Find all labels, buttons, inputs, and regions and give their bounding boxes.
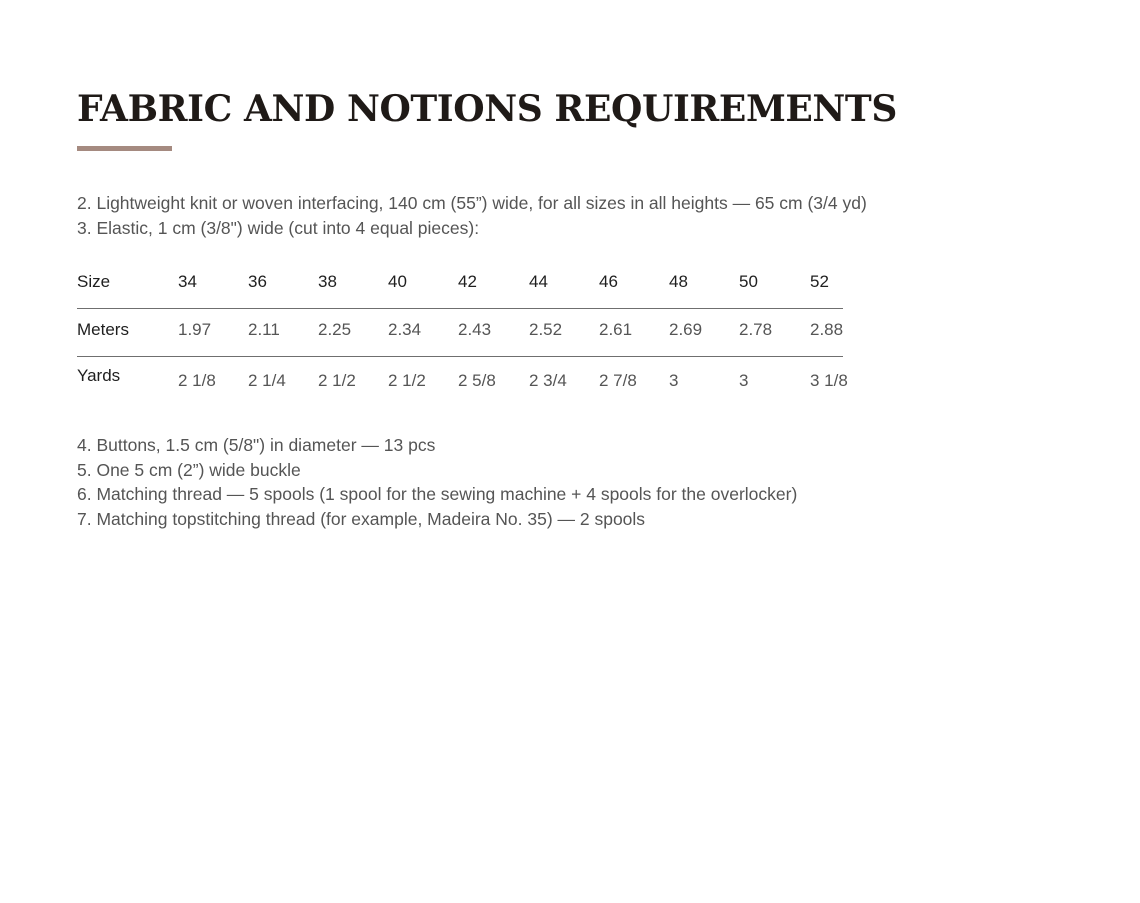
table-cell-meters: 2.78 <box>739 320 773 339</box>
table-cell-yards: 2 3/4 <box>529 371 567 390</box>
table-cell-meters: 2.43 <box>458 320 492 339</box>
table-row-label-yards: Yards <box>77 366 121 385</box>
list-item-thread: 6. Matching thread — 5 spools (1 spool for the sewing machine + 4 spools for the overlocker) <box>77 484 798 504</box>
table-cell-size: 50 <box>739 272 758 291</box>
table-cell-yards: 2 7/8 <box>599 371 637 390</box>
title-accent-rule <box>77 146 172 151</box>
table-cell-yards: 2 1/2 <box>388 371 426 390</box>
elastic-size-table <box>77 262 848 406</box>
table-cell-yards: 2 1/4 <box>248 371 286 390</box>
list-item-interfacing: 2. Lightweight knit or woven interfacing, 140 cm (55”) wide, for all sizes in all heights — 65 cm (3/4 yd) <box>77 193 867 213</box>
page-title: FABRIC AND NOTIONS REQUIREMENTS <box>77 88 897 130</box>
table-cell-yards: 3 <box>739 371 749 390</box>
table-cell-size: 44 <box>529 272 548 291</box>
intro-list <box>77 191 867 240</box>
table-cell-size: 34 <box>178 272 197 291</box>
table-cell-size: 46 <box>599 272 618 291</box>
table-cell-size: 40 <box>388 272 407 291</box>
table-cell-size: 52 <box>810 272 829 291</box>
table-cell-yards: 2 1/8 <box>178 371 216 390</box>
table-cell-meters: 2.34 <box>388 320 422 339</box>
table-cell-yards: 2 1/2 <box>318 371 356 390</box>
table-cell-size: 48 <box>669 272 688 291</box>
table-cell-meters: 2.25 <box>318 320 352 339</box>
table-row-label-size: Size <box>77 272 111 291</box>
notions-list <box>77 433 797 531</box>
list-item-buckle: 5. One 5 cm (2”) wide buckle <box>77 459 301 480</box>
table-cell-yards: 3 1/8 <box>810 371 848 390</box>
table-cell-meters: 2.52 <box>529 320 563 339</box>
table-cell-meters: 2.88 <box>810 320 844 339</box>
table-row-label-meters: Meters <box>77 320 129 339</box>
list-item-buttons: 4. Buttons, 1.5 cm (5/8") in diameter — 13 pcs <box>77 435 436 455</box>
table-row-size <box>77 262 843 310</box>
table-cell-size: 38 <box>318 272 337 291</box>
table-row-yards <box>77 358 848 406</box>
table-cell-meters: 2.11 <box>248 320 280 339</box>
table-cell-meters: 1.97 <box>178 320 212 339</box>
table-cell-yards: 2 5/8 <box>458 371 496 390</box>
list-item-elastic: 3. Elastic, 1 cm (3/8") wide (cut into 4 equal pieces): <box>77 217 480 238</box>
table-row-meters <box>77 310 843 358</box>
list-item-topstitching-thread: 7. Matching topstitching thread (for example, Madeira No. 35) — 2 spools <box>77 508 646 529</box>
table-cell-yards: 3 <box>669 371 679 390</box>
table-cell-meters: 2.61 <box>599 320 633 339</box>
table-cell-size: 42 <box>458 272 477 291</box>
table-cell-size: 36 <box>248 272 267 291</box>
table-cell-meters: 2.69 <box>669 320 703 339</box>
